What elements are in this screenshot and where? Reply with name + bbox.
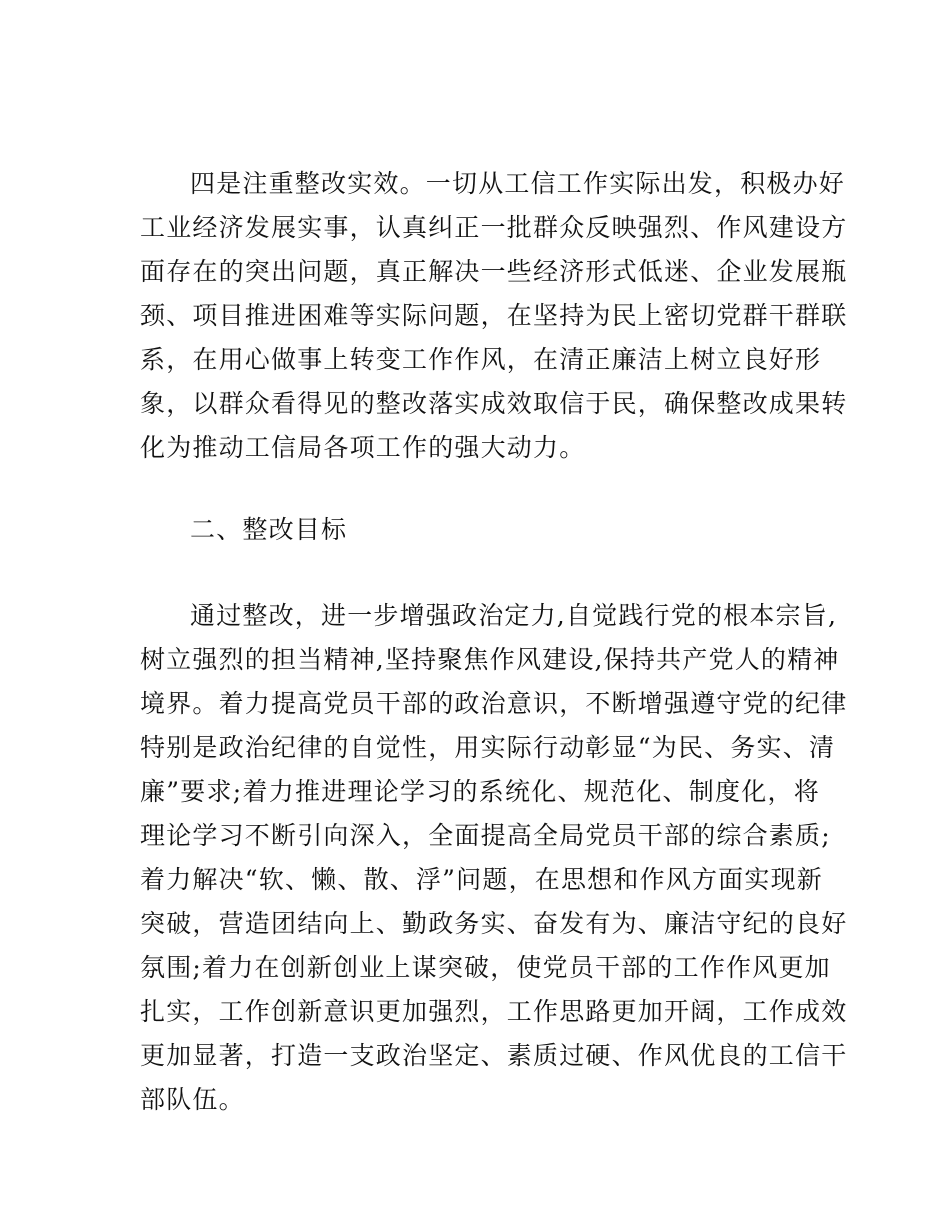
paragraph-2-line-8: 突破，营造团结向上、勤政务实、奋发有为、廉洁守纪的良好 xyxy=(140,909,848,938)
section-heading: 二、整改目标 xyxy=(190,515,348,544)
paragraph-2-line-4: 特别是政治纪律的自觉性，用实际行动彰显“为民、务实、清 xyxy=(140,733,836,762)
paragraph-2-line-1: 通过整改，进一步增强政治定力,自觉践行党的根本宗旨, xyxy=(190,601,838,630)
paragraph-1-line-1: 四是注重整改实效。一切从工信工作实际出发，积极办好 xyxy=(190,169,846,198)
paragraph-2-line-12: 部队伍。 xyxy=(140,1085,245,1114)
paragraph-2-line-6: 理论学习不断引向深入，全面提高全局党员干部的综合素质; xyxy=(140,821,831,850)
paragraph-2-line-10: 扎实，工作创新意识更加强烈，工作思路更加开阔，工作成效 xyxy=(140,997,848,1026)
paragraph-1-line-4: 颈、项目推进困难等实际问题，在坚持为民上密切党群干群联 xyxy=(140,301,848,330)
paragraph-2-line-9: 氛围;着力在创新创业上谋突破，使党员干部的工作作风更加 xyxy=(140,953,831,982)
paragraph-1-line-3: 面存在的突出问题，真正解决一些经济形式低迷、企业发展瓶 xyxy=(140,257,848,286)
paragraph-1-line-5: 系，在用心做事上转变工作作风，在清正廉洁上树立良好形 xyxy=(140,345,822,374)
paragraph-2-line-11: 更加显著，打造一支政治坚定、素质过硬、作风优良的工信干 xyxy=(140,1041,848,1070)
paragraph-1-line-2: 工业经济发展实事，认真纠正一批群众反映强烈、作风建设方 xyxy=(140,213,848,242)
paragraph-1-line-7: 化为推动工信局各项工作的强大动力。 xyxy=(140,433,586,462)
paragraph-2-line-2: 树立强烈的担当精神,坚持聚焦作风建设,保持共产党人的精神 xyxy=(140,645,840,674)
paragraph-2-line-7: 着力解决“软、懒、散、浮”问题，在思想和作风方面实现新 xyxy=(140,865,823,894)
paragraph-1-line-6: 象，以群众看得见的整改落实成效取信于民，确保整改成果转 xyxy=(140,389,848,418)
paragraph-2-line-5: 廉”要求;着力推进理论学习的系统化、规范化、制度化，将 xyxy=(140,777,820,806)
paragraph-2-line-3: 境界。着力提高党员干部的政治意识，不断增强遵守党的纪律 xyxy=(140,689,848,718)
